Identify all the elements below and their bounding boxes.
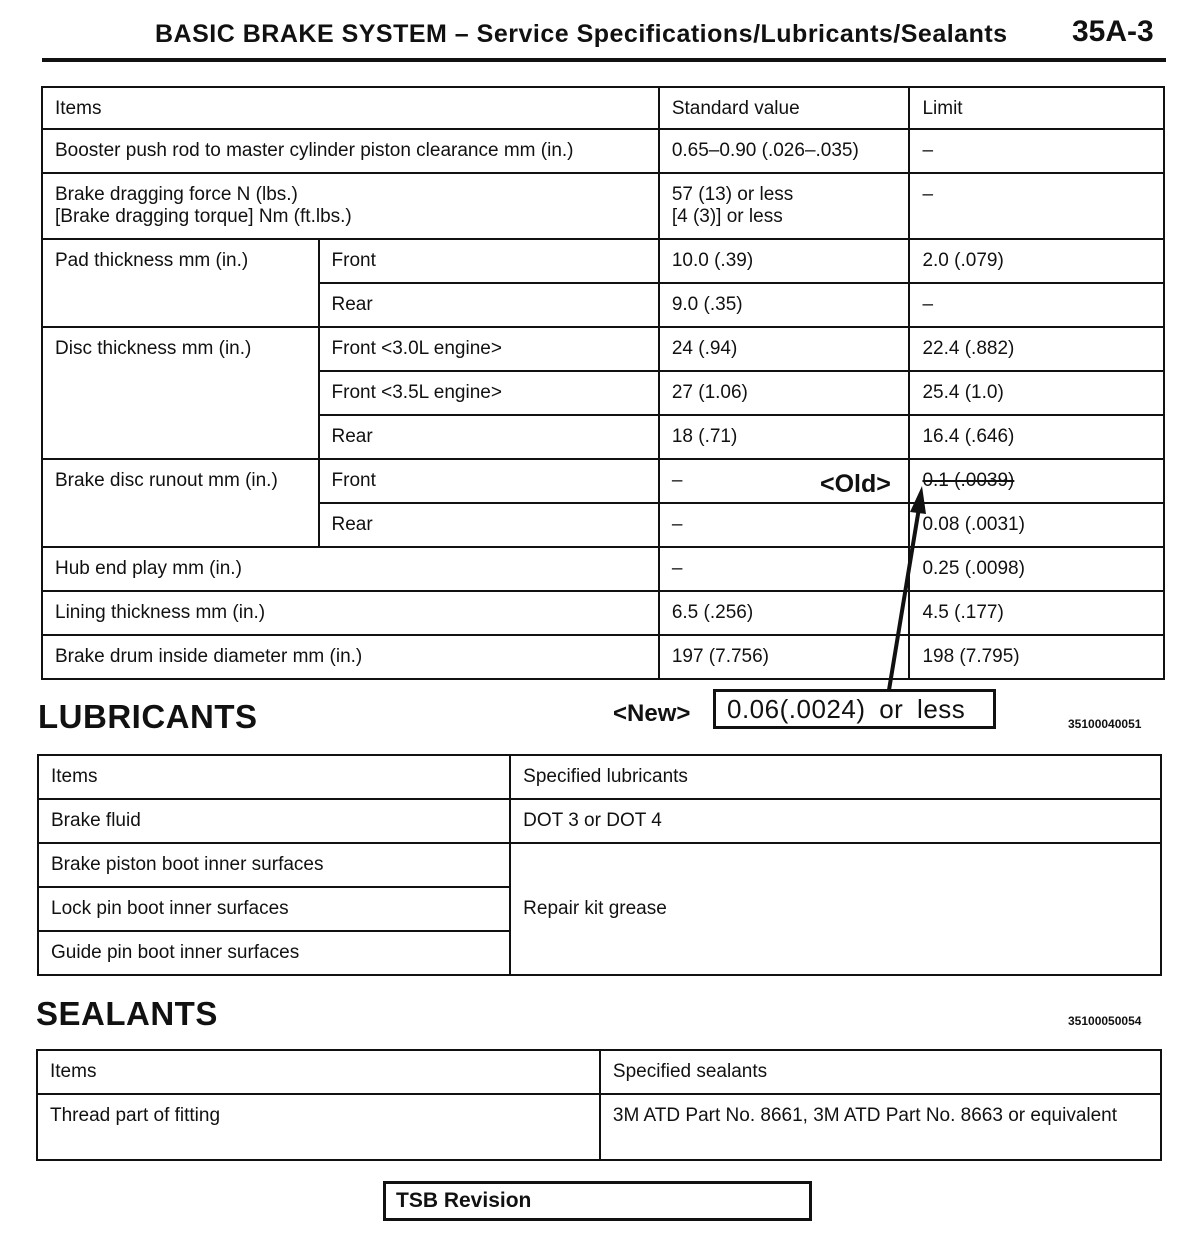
table-row (38, 843, 1161, 887)
runout-item: Brake disc runout mm (in.) (42, 459, 319, 547)
sealants-heading: SEALANTS (36, 995, 218, 1032)
lubricants-table (37, 754, 1162, 976)
header-standard: Standard value (659, 87, 910, 129)
lubricants-header-items: Items (38, 755, 510, 799)
new-label: <New> (613, 700, 691, 727)
disc-front30-limit: 22.4 (.882) (909, 327, 1164, 371)
tsb-revision-label: TSB Revision (396, 1189, 532, 1212)
dragging-standard-line1: 57 (13) or less (671, 184, 794, 205)
runout-front-sub: Front (319, 459, 659, 503)
disc-rear-limit: 16.4 (.646) (909, 415, 1164, 459)
lubricants-code: 35100040051 (1068, 717, 1142, 731)
table-header-row (38, 755, 1161, 799)
pad-front-limit: 2.0 (.079) (909, 239, 1164, 283)
lubricant-spec: DOT 3 or DOT 4 (510, 799, 1161, 843)
header-items: Items (42, 87, 659, 129)
pad-front-sub: Front (319, 239, 659, 283)
disc-front30-sub: Front <3.0L engine> (319, 327, 659, 371)
drum-standard: 197 (7.756) (659, 635, 910, 679)
new-value: 0.06(.0024) or less (727, 694, 966, 724)
page-number: 35A-3 (1072, 15, 1154, 48)
dragging-limit: – (909, 173, 1164, 239)
disc-item: Disc thickness mm (in.) (42, 327, 319, 459)
lubricant-item: Guide pin boot inner surfaces (38, 931, 510, 975)
booster-standard: 0.65–0.90 (.026–.035) (659, 129, 910, 173)
table-row (38, 799, 1161, 843)
pad-front-standard: 10.0 (.39) (659, 239, 910, 283)
disc-front35-sub: Front <3.5L engine> (319, 371, 659, 415)
disc-front35-standard: 27 (1.06) (659, 371, 910, 415)
sealants-header-spec: Specified sealants (600, 1050, 1161, 1094)
lubricants-heading: LUBRICANTS (38, 698, 258, 735)
table-row (37, 1094, 1161, 1160)
sealants-code: 35100050054 (1068, 1014, 1142, 1028)
sealants-table (36, 1049, 1162, 1161)
lubricant-grease: Repair kit grease (510, 843, 1161, 975)
runout-front-limit-old: 0.1 (.0039) (922, 470, 1015, 491)
sealant-spec: 3M ATD Part No. 8661, 3M ATD Part No. 8663 or equivalent (600, 1094, 1161, 1160)
lubricants-header-spec: Specified lubricants (510, 755, 1161, 799)
pad-rear-limit: – (909, 283, 1164, 327)
disc-rear-sub: Rear (319, 415, 659, 459)
runout-rear-sub: Rear (319, 503, 659, 547)
lubricant-item: Brake fluid (38, 799, 510, 843)
pad-rear-standard: 9.0 (.35) (659, 283, 910, 327)
pad-rear-sub: Rear (319, 283, 659, 327)
disc-front35-limit: 25.4 (1.0) (909, 371, 1164, 415)
lining-limit: 4.5 (.177) (909, 591, 1164, 635)
lining-item: Lining thickness mm (in.) (42, 591, 659, 635)
runout-front-standard: – (659, 459, 910, 503)
lubricant-item: Lock pin boot inner surfaces (38, 887, 510, 931)
header-limit: Limit (909, 87, 1164, 129)
hub-item: Hub end play mm (in.) (42, 547, 659, 591)
dragging-standard-line2: [4 (3)] or less (671, 206, 783, 227)
table-header-row (37, 1050, 1161, 1094)
sealants-header-items: Items (37, 1050, 600, 1094)
dragging-item-line2: [Brake dragging torque] Nm (ft.lbs.) (55, 206, 352, 227)
old-label: <Old> (820, 470, 891, 498)
disc-front30-standard: 24 (.94) (659, 327, 910, 371)
disc-rear-standard: 18 (.71) (659, 415, 910, 459)
page-title: BASIC BRAKE SYSTEM – Service Specifications/Lubricants/Sealants (155, 20, 1008, 48)
sealant-item: Thread part of fitting (37, 1094, 600, 1160)
pad-item: Pad thickness mm (in.) (42, 239, 319, 327)
hub-limit: 0.25 (.0098) (909, 547, 1164, 591)
dragging-item-line1: Brake dragging force N (lbs.) (55, 184, 298, 205)
runout-rear-limit: 0.08 (.0031) (909, 503, 1164, 547)
lubricant-item: Brake piston boot inner surfaces (38, 843, 510, 887)
lining-standard: 6.5 (.256) (659, 591, 910, 635)
booster-item: Booster push rod to master cylinder piston clearance mm (in.) (42, 129, 659, 173)
runout-rear-standard: – (659, 503, 910, 547)
drum-item: Brake drum inside diameter mm (in.) (42, 635, 659, 679)
booster-limit: – (909, 129, 1164, 173)
hub-standard: – (659, 547, 910, 591)
drum-limit: 198 (7.795) (909, 635, 1164, 679)
